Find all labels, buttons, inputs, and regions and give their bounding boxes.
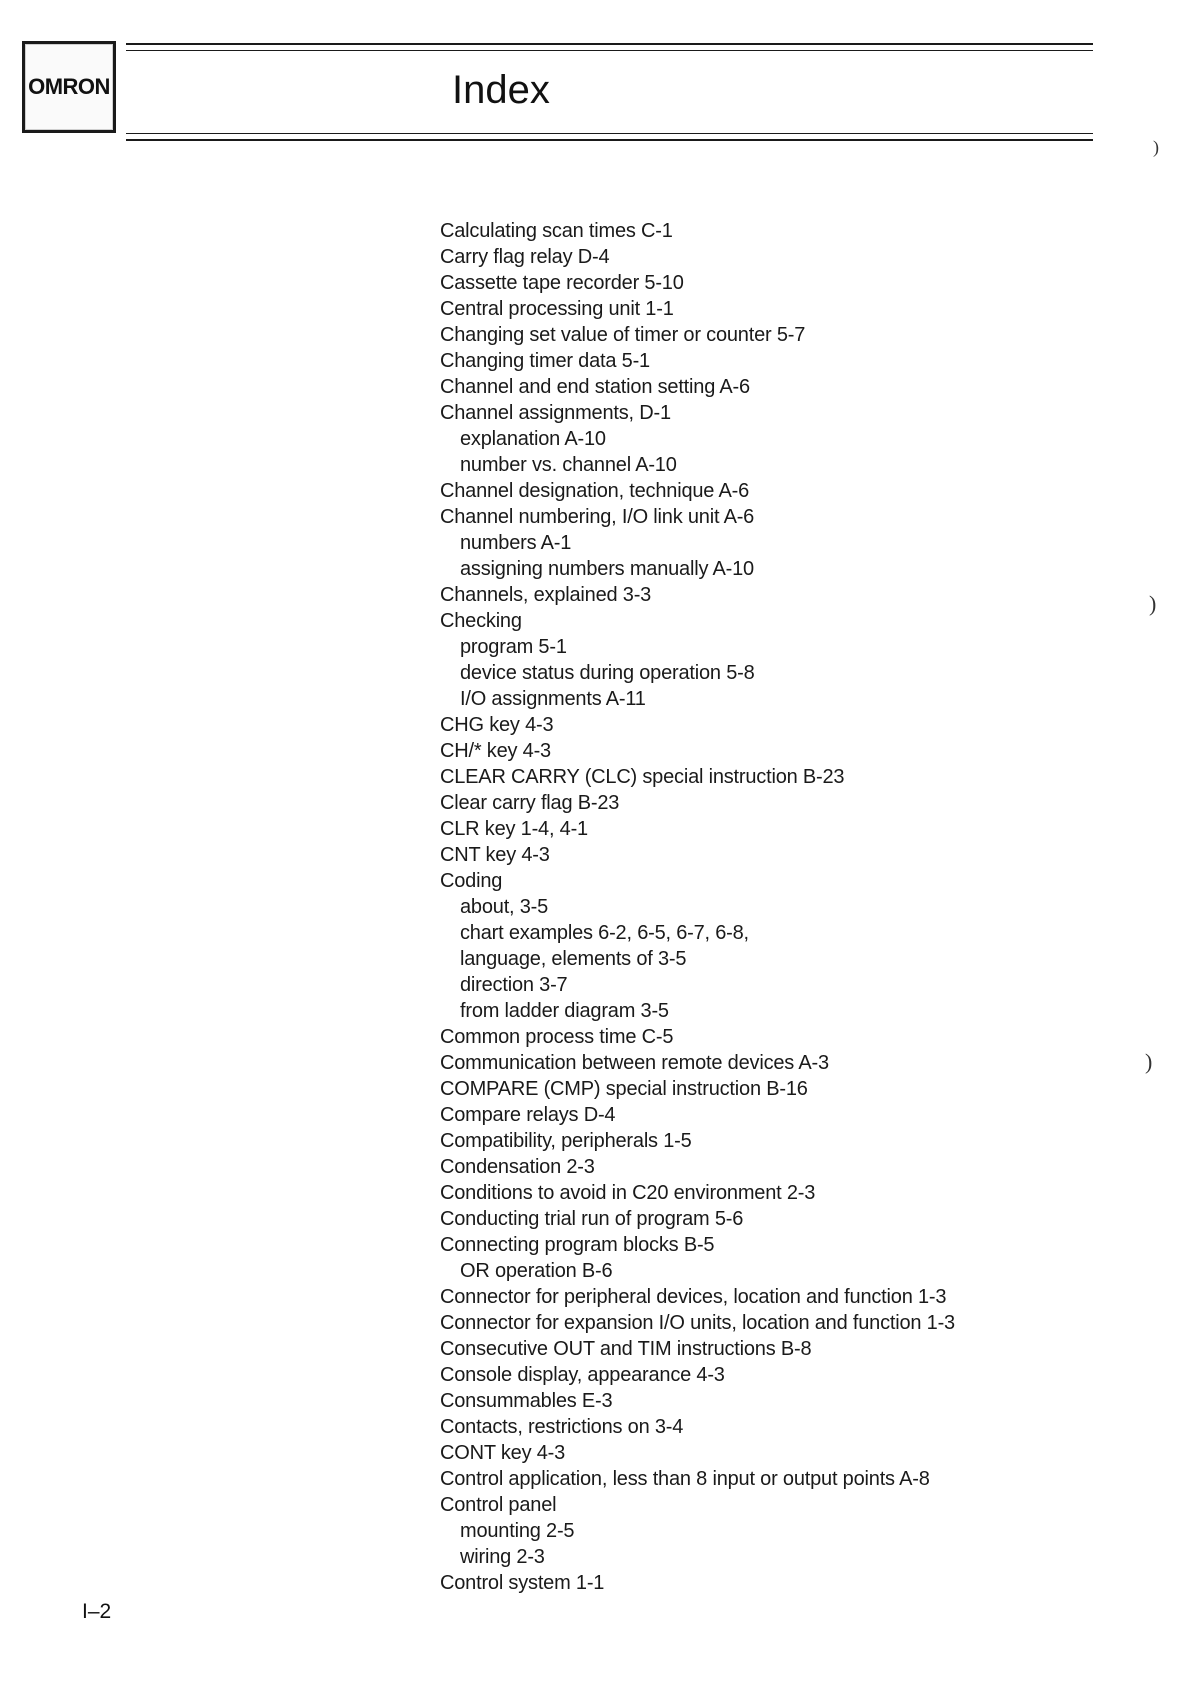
index-entry: COMPARE (CMP) special instruction B-16: [440, 1078, 808, 1100]
index-entry: Clear carry flag B-23: [440, 792, 620, 814]
index-entry: Central processing unit 1-1: [440, 298, 674, 320]
index-subentry: program 5-1: [460, 636, 567, 658]
index-subentry: direction 3-7: [460, 974, 568, 996]
index-entry: Channel assignments, D-1: [440, 402, 671, 424]
header-rule-top-thin: [126, 50, 1093, 51]
header-rule-top: [126, 43, 1093, 45]
index-entry: Compatibility, peripherals 1-5: [440, 1130, 692, 1152]
index-subentry: assigning numbers manually A-10: [460, 558, 754, 580]
index-entry: Channel numbering, I/O link unit A-6: [440, 506, 755, 528]
index-subentry: I/O assignments A-11: [460, 688, 646, 710]
index-entry: Changing set value of timer or counter 5-7: [440, 324, 806, 346]
margin-mark: ): [1153, 137, 1159, 157]
index-entry: Control system 1-1: [440, 1572, 605, 1594]
index-entry: Consummables E-3: [440, 1390, 613, 1412]
index-subentry: language, elements of 3-5: [460, 948, 687, 970]
index-entry: CLR key 1-4, 4-1: [440, 818, 588, 840]
index-entry: CHG key 4-3: [440, 714, 554, 736]
index-entry: CNT key 4-3: [440, 844, 550, 866]
index-entry: Checking: [440, 610, 522, 632]
index-entry: Conditions to avoid in C20 environment 2-3: [440, 1182, 816, 1204]
margin-mark: ): [1149, 591, 1157, 616]
index-entry: CONT key 4-3: [440, 1442, 566, 1464]
index-entry: Control panel: [440, 1494, 557, 1516]
index-entry: Compare relays D-4: [440, 1104, 616, 1126]
index-entry: Coding: [440, 870, 503, 892]
index-entry: CH/* key 4-3: [440, 740, 551, 762]
index-entry: Consecutive OUT and TIM instructions B-8: [440, 1338, 812, 1360]
index-entry: Channel designation, technique A-6: [440, 480, 749, 502]
index-entry: Channels, explained 3-3: [440, 584, 652, 606]
index-entry: Contacts, restrictions on 3-4: [440, 1416, 684, 1438]
index-entry: Calculating scan times C-1: [440, 220, 673, 242]
index-subentry: wiring 2-3: [460, 1546, 545, 1568]
index-entry: Conducting trial run of program 5-6: [440, 1208, 744, 1230]
page-number: I–2: [82, 1600, 112, 1623]
index-subentry: number vs. channel A-10: [460, 454, 677, 476]
index-subentry: OR operation B-6: [460, 1260, 613, 1282]
index-subentry: from ladder diagram 3-5: [460, 1000, 669, 1022]
index-entry: Changing timer data 5-1: [440, 350, 650, 372]
page-title: Index: [452, 68, 550, 112]
index-list: [440, 218, 1140, 1596]
logo-text: OMRON: [28, 74, 110, 99]
index-entry: Condensation 2-3: [440, 1156, 595, 1178]
index-entry: Connecting program blocks B-5: [440, 1234, 715, 1256]
index-entry: Console display, appearance 4-3: [440, 1364, 725, 1386]
index-entry: Connector for peripheral devices, location and function 1-3: [440, 1286, 947, 1308]
index-subentry: about, 3-5: [460, 896, 549, 918]
index-subentry: chart examples 6-2, 6-5, 6-7, 6-8,: [460, 922, 749, 944]
index-entry: CLEAR CARRY (CLC) special instruction B-23: [440, 766, 845, 788]
omron-logo: [22, 41, 116, 133]
index-entry: Cassette tape recorder 5-10: [440, 272, 684, 294]
index-entry: Common process time C-5: [440, 1026, 674, 1048]
index-entry: Carry flag relay D-4: [440, 246, 610, 268]
index-entry: Control application, less than 8 input or output points A-8: [440, 1468, 930, 1490]
index-subentry: numbers A-1: [460, 532, 572, 554]
header-rule-bottom-thin: [126, 133, 1093, 134]
header-rule-bottom: [126, 139, 1093, 141]
index-entry: Connector for expansion I/O units, location and function 1-3: [440, 1312, 955, 1334]
index-entry: Channel and end station setting A-6: [440, 376, 750, 398]
index-subentry: explanation A-10: [460, 428, 606, 450]
index-subentry: mounting 2-5: [460, 1520, 575, 1542]
margin-mark: ): [1145, 1049, 1153, 1074]
index-entry: Communication between remote devices A-3: [440, 1052, 829, 1074]
index-subentry: device status during operation 5-8: [460, 662, 755, 684]
